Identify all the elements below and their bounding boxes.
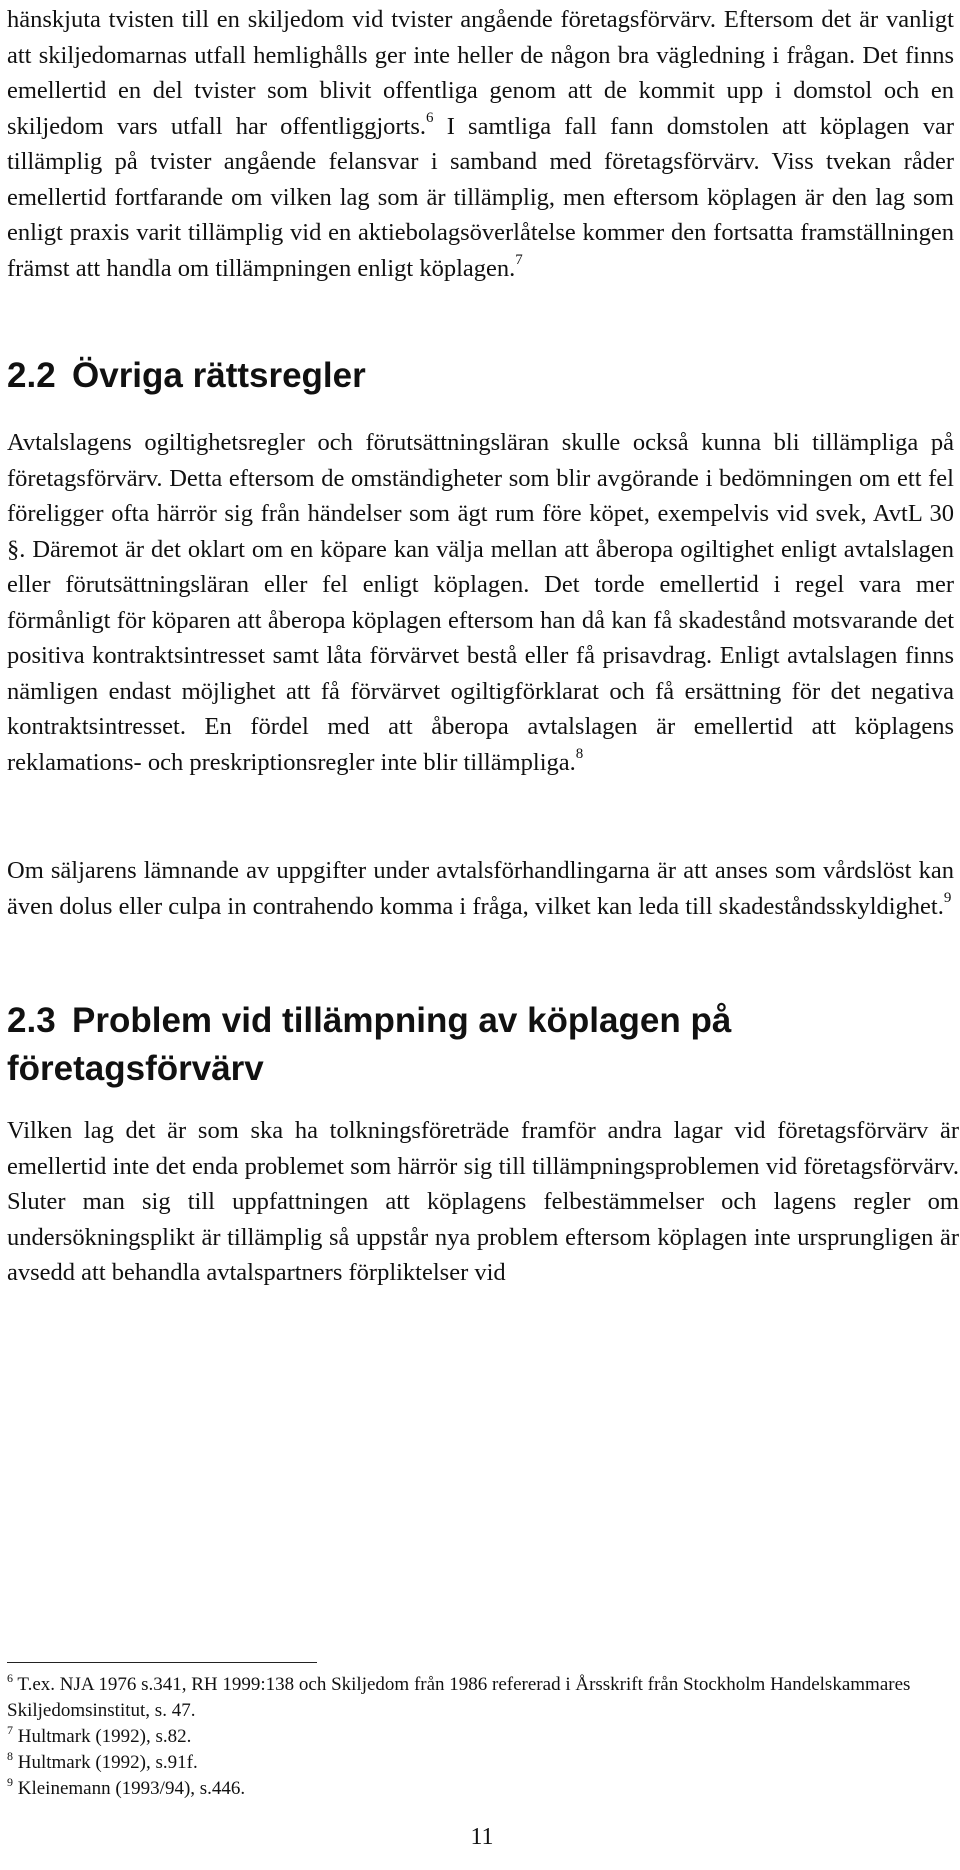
footnote-text: T.ex. NJA 1976 s.341, RH 1999:138 och Skiljedom från 1986 refererad i Årsskrift från Stockholm Handelskammares Skiljedomsinstitut, s. 47. — [7, 1674, 911, 1721]
intro-paragraph — [7, 2, 954, 286]
section-heading-2-2 — [7, 352, 366, 400]
paragraph-text: Avtalslagens ogiltighetsregler och förutsättningsläran skulle också kunna bli tillämpliga på företagsförvärv. Detta eftersom de omständigheter som blir avgörande i bedömningen om ett fel föreligger ofta härrör sig från händelser som ägt rum före köpet, exempelvis vid svek, AvtL 30 §. Däremot är det oklart om en köpare kan välja mellan att åberopa ogiltighet enligt avtalslagen eller förutsättningsläran eller fel enligt köplagen. Det torde emellertid i regel vara mer förmånligt för köparen att åberopa köplagen eftersom han då kan få skadestånd motsvarande det positiva kontraktsintresset samt låta förvärvet bestå eller få prisavdrag. Enligt avtalslagen finns nämligen endast möjlighet att få förvärvet ogiltigförklarat och få ersättning för det negativa kontraktsintresset. En fördel med att åberopa avtalslagen är emellertid att köplagens reklamations- och preskriptionsregler inte blir tillämpliga. — [7, 429, 954, 776]
footnote-ref-7: 7 — [515, 251, 523, 268]
footnote-text: Hultmark (1992), s.82. — [13, 1726, 192, 1747]
footnote-divider — [7, 1662, 317, 1663]
paragraph-text: Om säljarens lämnande av uppgifter under avtalsförhandlingarna är att anses som vårdslöst kan även dolus eller culpa in contrahendo komma i fråga, vilket kan leda till skadeståndsskyldighet. — [7, 857, 954, 920]
section-2-2-paragraph-1 — [7, 425, 954, 780]
intro-text-part1: hänskjuta tvisten till en skiljedom vid tvister angående företagsförvärv. Eftersom det är vanligt att skiljedomarnas utfall hemlighålls ger inte heller de någon bra vägledning i frågan. Det finns emellertid en del tvister som blivit offentliga genom att de kommit upp i domstol och en skiljedom vars utfall har offentliggjorts. — [7, 6, 954, 140]
section-heading-2-3 — [7, 997, 960, 1093]
paragraph-text: Vilken lag det är som ska ha tolkningsföreträde framför andra lagar vid företagsförvärv är emellertid inte det enda problemet som härrör sig till tillämpningsproblemen vid företagsförvärv. Sluter man sig till uppfattningen att köplagens felbestämmelser och lagens regler om undersökningsplikt är tillämplig så uppstår nya problem eftersom köplagen inte ursprungligen är avsedd att behandla avtalspartners förpliktelser vid — [7, 1117, 959, 1286]
footnote-number: 8 — [7, 1749, 13, 1763]
footnotes — [7, 1672, 947, 1802]
intro-text-part2: I samtliga fall fann domstolen att köplagen var tillämplig på tvister angående felansvar i samband med företagsförvärv. Viss tvekan råder emellertid fortfarande om vilken lag som är tillämplig, men eftersom köplagen är den lag som enligt praxis varit tillämplig vid en aktiebolagsöverlåtelse kommer den fortsatta framställningen främst att handla om tillämpningen enligt köplagen. — [7, 112, 954, 282]
section-number: 2.3 — [7, 1001, 56, 1040]
footnote-ref-8: 8 — [575, 745, 584, 762]
footnote-9 — [7, 1776, 947, 1802]
footnote-ref-6: 6 — [426, 109, 434, 126]
footnote-6 — [7, 1672, 947, 1724]
section-2-2-paragraph-2 — [7, 853, 954, 924]
page-number: 11 — [470, 1824, 494, 1850]
footnote-8 — [7, 1750, 947, 1776]
footnote-number: 6 — [7, 1671, 13, 1685]
section-number: 2.2 — [7, 356, 56, 395]
footnote-number: 7 — [7, 1723, 13, 1737]
footnote-ref-9: 9 — [943, 889, 952, 906]
section-2-3-paragraph-1 — [7, 1113, 959, 1291]
footnote-text: Kleinemann (1993/94), s.446. — [13, 1778, 246, 1799]
page-number-container — [0, 1822, 960, 1852]
footnote-text: Hultmark (1992), s.91f. — [13, 1752, 198, 1773]
section-title: Övriga rättsregler — [72, 356, 366, 395]
footnote-7 — [7, 1724, 947, 1750]
footnote-number: 9 — [7, 1775, 13, 1789]
section-title: Problem vid tillämpning av köplagen på företagsförvärv — [7, 1001, 732, 1088]
